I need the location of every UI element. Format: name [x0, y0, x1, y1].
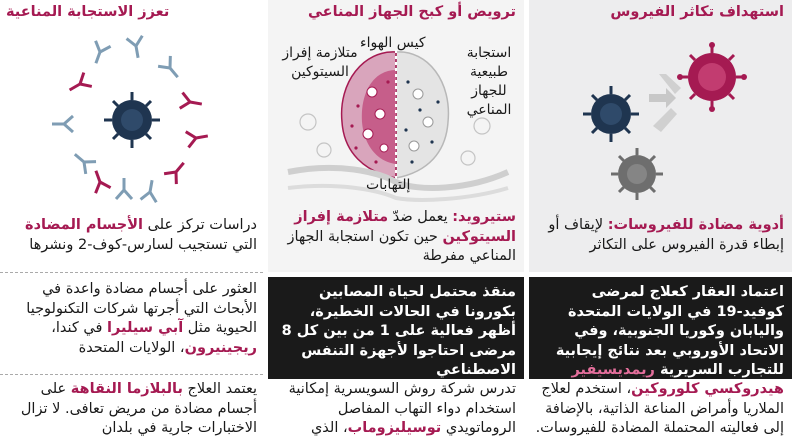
column-title: تعزز الاستجابة المناعية	[6, 4, 170, 20]
column-title: ترويض أو كبح الجهاز المناعي	[308, 4, 516, 20]
dexamethasone-box	[268, 277, 524, 379]
virus-illustration	[529, 22, 792, 227]
remdesivir-box	[529, 277, 792, 379]
column-immune-suppression	[268, 0, 524, 446]
column-antivirals	[529, 0, 792, 446]
antibody-illustration	[0, 22, 263, 212]
divider	[0, 374, 263, 375]
virus-grey-icon	[611, 148, 663, 200]
hydroxychloroquine-text: هيدروكسي كلوروكين، استخدم لعلاج الملاريا وأمراض المناعة الذاتية، بالإضافة إلى فعاليته المحتملة المضادة للفيروسات.	[535, 381, 784, 436]
natural-response-label: استجابة طبيعية للجهاز المناعي	[466, 45, 512, 118]
remdesivir-text: اعتماد العقار كعلاج لمرضى كوفيد-19 في الولايات المتحدة واليابان وكوريا الجنوبية، وفي الاتحاد الأوروبي بعد نتائج إيجابية للتجارب السريرية ريمديسيفير	[555, 284, 784, 378]
virus-navy-icon	[104, 92, 160, 148]
dexamethasone-text: منقذ محتمل لحياة المصابين بكورونا في الحالات الخطيرة، أظهر فعالية على 1 من بين كل 8 مرضى احتاجوا لأجهزة التنفس الاصطناعي	[281, 284, 516, 378]
inflammation-label: إلتهابات	[366, 177, 411, 193]
antibody-description: دراسات تركز على الأجسام المضادة التي تستجيب لسارس-كوف-2 ونشرها	[25, 217, 257, 253]
arrow-icon	[649, 74, 681, 132]
plasma-text: يعتمد العلاج بالبلازما النقاهة على أجسام مضادة من مريض تعافى. لا تزال الاختبارات جارية في بلدان	[20, 381, 257, 436]
cytokine-syndrome-label: متلازمة إفراز السيتوكين	[282, 45, 358, 80]
divider	[0, 272, 263, 273]
column-title: استهداف تكاثر الفيروس	[610, 4, 784, 20]
column-immune-boost	[0, 0, 263, 446]
antiviral-description: أدوية مضادة للفيروسات: لإيقاف أو إبطاء قدرة الفيروس على التكاثر	[548, 217, 784, 253]
remdesivir-name: ريمديسيفير	[571, 362, 655, 378]
tocilizumab-text: تدرس شركة روش السويسرية إمكانية استخدام دواء التهاب المفاصل الروماتويدي توسيليزوماب، الذي	[288, 381, 516, 436]
antibody-research-text: العثور على أجسام مضادة واعدة في الأبحاث التي أجرتها شركات التكنولوجيا الحيوية مثل آبي سيليرا في كندا، ريجينيرون، الولايات المتحدة	[26, 281, 257, 356]
virus-navy-icon	[583, 86, 639, 142]
air-sac-label: كيس الهواء	[360, 35, 426, 51]
virus-magenta-icon	[677, 42, 747, 112]
steroid-description: ستيرويد: يعمل ضدّ متلازمة إفراز السيتوكين حين تكون استجابة الجهاز المناعي مفرطة	[287, 209, 516, 264]
